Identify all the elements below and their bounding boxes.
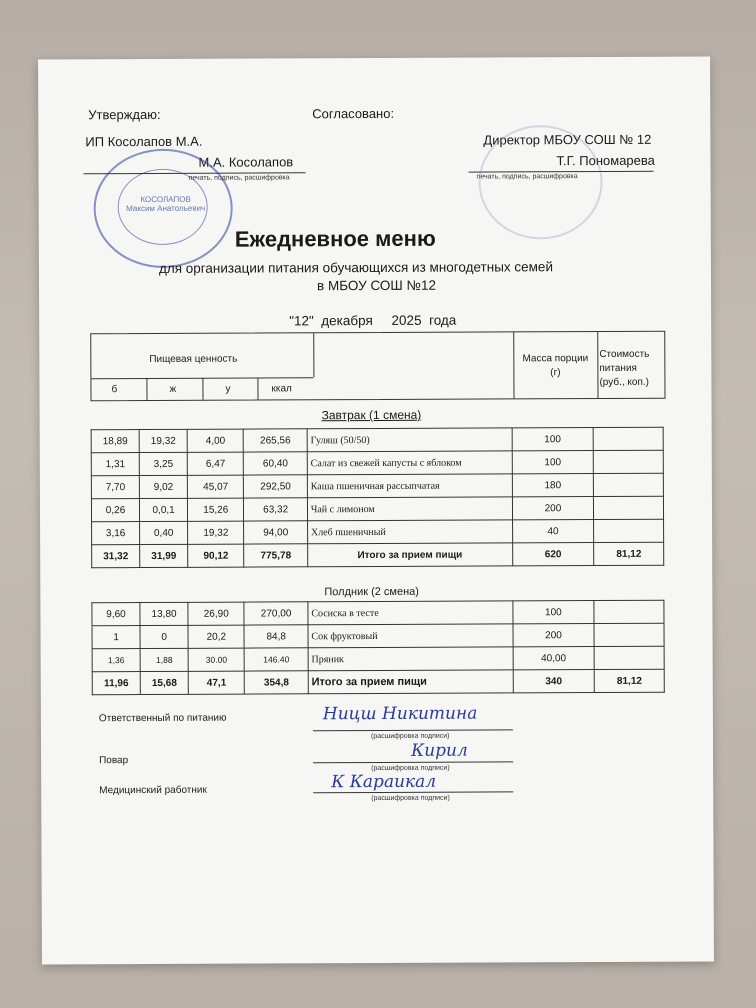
snack-total-row: 11,96 15,68 47,1 354,8 Итого за прием пищи 340 81,12 (92, 669, 664, 694)
breakfast-title: Завтрак (1 смена) (321, 407, 422, 423)
medic-caption: (расшифровка подписи) (371, 794, 450, 803)
table-row: 1,36 1,88 30.00 146.40 Пряник 40,00 (92, 646, 664, 671)
signature-medic: К Караикал (331, 771, 437, 793)
right-org: Директор МБОУ СОШ № 12 (483, 131, 652, 148)
left-caption: печать, подпись, расшифровка (188, 174, 290, 182)
table-row: 3,16 0,40 19,32 94,00 Хлеб пшеничный 40 (92, 519, 664, 544)
table-row: 1,31 3,25 6,47 60,40 Салат из свежей капусты с яблоком 100 (91, 450, 663, 475)
col-zh: ж (169, 383, 177, 395)
table-row: 18,89 19,32 4,00 265,56 Гуляш (50/50) 100 (91, 427, 663, 452)
table-row: 1 0 20,2 84,8 Сок фруктовый 200 (92, 623, 664, 648)
breakfast-total-row: 31,32 31,99 90,12 775,78 Итого за прием пищи 620 81,12 (92, 542, 664, 567)
medic-line (313, 791, 513, 793)
signature-cook: Кирил (411, 740, 468, 761)
breakfast-table (91, 427, 665, 568)
responsible-label: Ответственный по питанию (98, 712, 227, 725)
col-kcal: ккал (271, 383, 292, 395)
approve-label: Утверждаю: (88, 106, 161, 123)
table-row: 0,26 0,0,1 15,26 63,32 Чай с лимоном 200 (91, 496, 663, 521)
page-title: Ежедневное меню (234, 225, 436, 252)
col-cost: Стоимость питания (руб., коп.) (599, 348, 650, 389)
snack-title: Полдник (2 смена) (324, 585, 419, 599)
left-org: ИП Косолапов М.А. (85, 133, 203, 150)
medic-label: Медицинский работник (99, 784, 207, 797)
col-u: у (225, 383, 231, 395)
snack-table (91, 600, 664, 695)
col-mass: Масса порции (г) (522, 353, 589, 379)
table-row: 7,70 9,02 45,07 292,50 Каша пшеничная рассыпчатая 180 (91, 473, 663, 498)
stamp-text: КОСОЛАПОВ Максим Анатольевич (126, 194, 206, 214)
signature-responsible: Ницш Никитина (322, 703, 478, 725)
right-name: Т.Г. Пономарева (556, 152, 655, 169)
cook-label: Повар (99, 755, 129, 767)
subtitle-2: в МБОУ СОШ №12 (316, 277, 437, 294)
seal-stamp-right (478, 125, 602, 240)
menu-date: "12" декабря 2025 года (289, 312, 457, 329)
right-caption: печать, подпись, расшифровка (476, 173, 578, 181)
menu-sheet (38, 57, 714, 965)
responsible-line (313, 729, 513, 731)
col-b: б (111, 384, 118, 396)
table-row: 9,60 13,80 26,90 270,00 Сосиска в тесте 100 (92, 600, 664, 625)
agreed-label: Согласовано: (312, 105, 395, 122)
left-name: М.А. Косолапов (198, 154, 294, 170)
cook-line (313, 761, 513, 763)
responsible-caption: (расшифровка подписи) (370, 732, 450, 741)
table-header (90, 331, 665, 402)
nutrition-header: Пищевая ценность (149, 353, 238, 365)
seal-stamp-left (93, 149, 233, 269)
cook-caption: (расшифровка подписи) (371, 764, 450, 773)
subtitle-1: для организации питания обучающихся из многодетных семей (158, 259, 554, 276)
